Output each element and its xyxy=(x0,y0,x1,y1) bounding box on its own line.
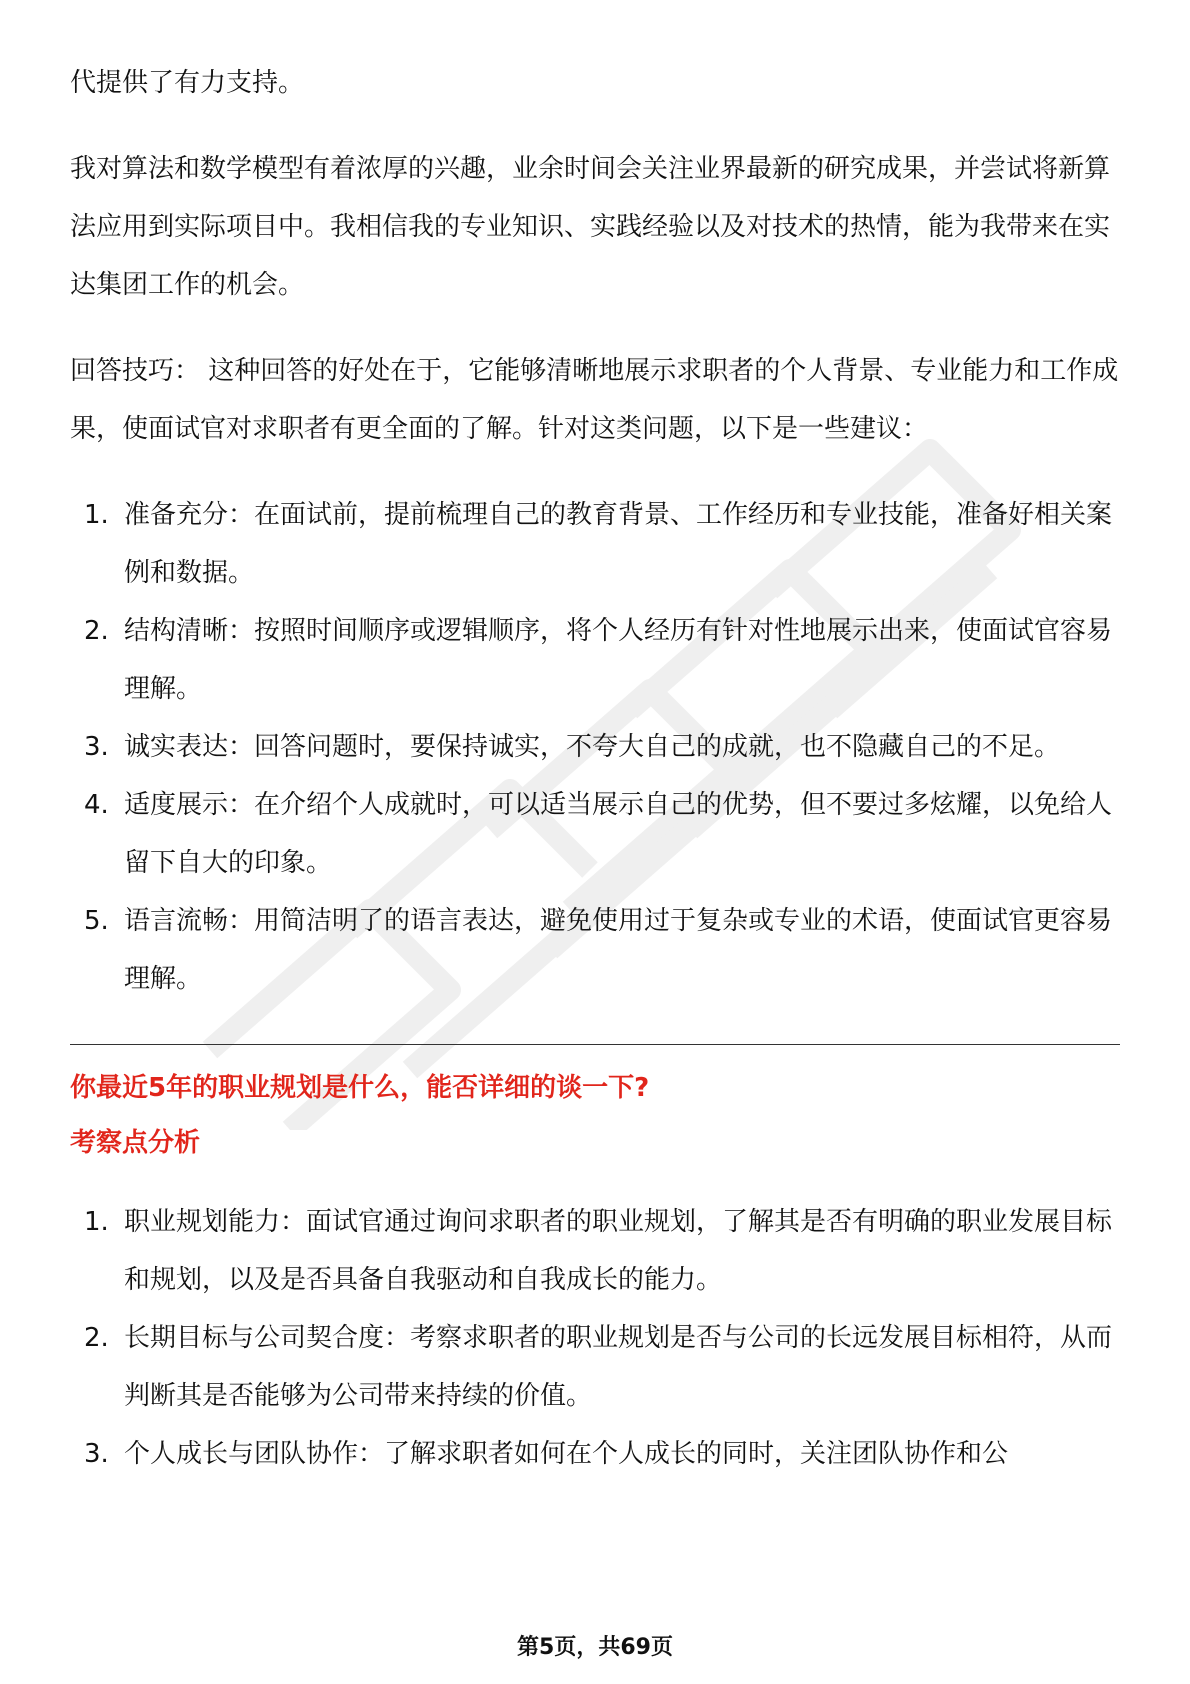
list-item-number: 1. xyxy=(84,500,109,530)
list-item xyxy=(70,718,1120,776)
analysis-section-title: 考察点分析 xyxy=(70,1128,201,1158)
list-item-text: 语言流畅：用简洁明了的语言表达，避免使用过于复杂或专业的术语，使面试官更容易理解。 xyxy=(124,906,1113,994)
list-item xyxy=(70,1425,1120,1483)
intro-tail-text: 代提供了有力支持。 xyxy=(70,68,305,98)
list-item-number: 3. xyxy=(84,732,109,762)
answer-tips-paragraph: 回答技巧： 这种回答的好处在于，它能够清晰地展示求职者的个人背景、专业能力和工作成果，使面试官对求职者有更全面的了解。针对这类问题，以下是一些建议： xyxy=(70,356,1119,444)
list-item-text: 个人成长与团队协作：了解求职者如何在个人成长的同时，关注团队协作和公 xyxy=(124,1439,1009,1469)
tips-list xyxy=(70,486,1120,1008)
section-divider xyxy=(70,1044,1120,1045)
list-item-text: 诚实表达：回答问题时，要保持诚实，不夸大自己的成就，也不隐藏自己的不足。 xyxy=(124,732,1061,762)
list-item-text: 长期目标与公司契合度：考察求职者的职业规划是否与公司的长远发展目标相符，从而判断其是否能够为公司带来持续的价值。 xyxy=(124,1323,1113,1411)
list-item xyxy=(70,892,1120,1008)
list-item-text: 准备充分：在面试前，提前梳理自己的教育背景、工作经历和专业技能，准备好相关案例和数据。 xyxy=(124,500,1113,588)
list-item xyxy=(70,602,1120,718)
list-item-text: 适度展示：在介绍个人成就时，可以适当展示自己的优势，但不要过多炫耀，以免给人留下自大的印象。 xyxy=(124,790,1113,878)
list-item-number: 1. xyxy=(84,1207,109,1237)
interview-question-heading: 你最近5年的职业规划是什么，能否详细的谈一下? xyxy=(70,1073,650,1103)
list-item-text: 职业规划能力：面试官通过询问求职者的职业规划，了解其是否有明确的职业发展目标和规划，以及是否具备自我驱动和自我成长的能力。 xyxy=(124,1207,1113,1295)
list-item xyxy=(70,776,1120,892)
list-item xyxy=(70,486,1120,602)
list-item-number: 2. xyxy=(84,1323,109,1353)
list-item-number: 4. xyxy=(84,790,109,820)
page-content xyxy=(70,54,1120,1483)
list-item xyxy=(70,1193,1120,1309)
list-item-text: 结构清晰：按照时间顺序或逻辑顺序，将个人经历有针对性地展示出来，使面试官容易理解。 xyxy=(124,616,1113,704)
page-footer: 第5页，共69页 xyxy=(517,1635,673,1660)
interest-paragraph: 我对算法和数学模型有着浓厚的兴趣，业余时间会关注业界最新的研究成果，并尝试将新算法应用到实际项目中。我相信我的专业知识、实践经验以及对技术的热情，能为我带来在实达集团工作的机会。 xyxy=(70,154,1111,300)
analysis-list xyxy=(70,1193,1120,1483)
list-item-number: 2. xyxy=(84,616,109,646)
list-item-number: 5. xyxy=(84,906,109,936)
list-item xyxy=(70,1309,1120,1425)
list-item-number: 3. xyxy=(84,1439,109,1469)
